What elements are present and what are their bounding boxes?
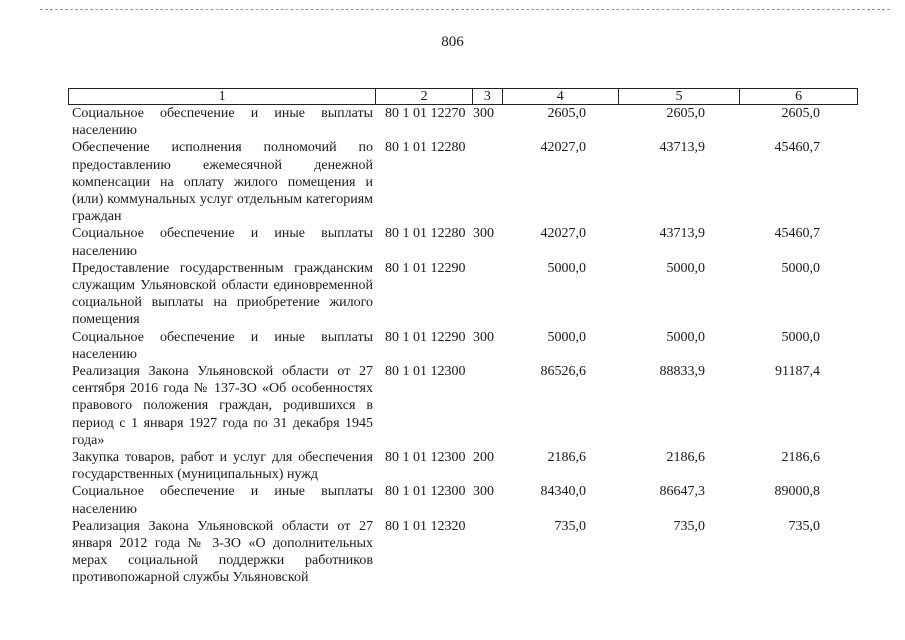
row-value-col5: 43713,9 <box>659 226 705 242</box>
row-target-code: 80 1 01 12290 <box>385 260 466 276</box>
row-expense-type <box>472 518 502 587</box>
scan-top-rule <box>40 9 890 10</box>
row-description: Закупка товаров, работ и услуг для обеспечения государственных (муниципальных) нужд <box>72 450 373 483</box>
column-header-6: 6 <box>739 89 857 104</box>
row-description: Социальное обеспечение и иные выплаты населению <box>72 329 373 362</box>
row-target-code: 80 1 01 12320 <box>385 518 466 534</box>
row-value-col4: 42027,0 <box>540 226 586 242</box>
row-expense-type <box>472 139 502 225</box>
row-value-col4: 2186,6 <box>547 450 586 466</box>
table-row <box>68 518 858 587</box>
row-value-col4: 735,0 <box>554 518 586 534</box>
column-header-2: 2 <box>375 89 472 104</box>
row-expense-type: 300 <box>473 329 494 345</box>
row-description: Предоставление государственным гражданским служащим Ульяновской области единовременной социальной выплаты на приобретение жилого помещения <box>72 260 373 328</box>
row-value-col6: 5000,0 <box>781 260 820 276</box>
column-header-1: 1 <box>218 89 226 104</box>
row-value-col4: 2605,0 <box>547 106 586 121</box>
row-description: Социальное обеспечение и иные выплаты населению <box>72 226 373 259</box>
row-target-code: 80 1 01 12300 <box>385 450 466 466</box>
table-row <box>68 329 858 363</box>
row-target-code: 80 1 01 12290 <box>385 329 466 345</box>
row-value-col6: 89000,8 <box>774 484 820 500</box>
table-body <box>68 105 858 587</box>
row-value-col4: 5000,0 <box>547 329 586 345</box>
row-target-code: 80 1 01 12270 <box>385 106 466 121</box>
row-value-col5: 735,0 <box>673 518 705 534</box>
row-value-col4: 86526,6 <box>540 364 586 380</box>
row-value-col6: 5000,0 <box>781 329 820 345</box>
row-expense-type: 300 <box>473 106 494 121</box>
row-value-col5: 86647,3 <box>659 484 705 500</box>
table-row <box>68 139 858 225</box>
row-value-col5: 5000,0 <box>666 260 705 276</box>
table-row <box>68 483 858 517</box>
row-expense-type <box>472 363 502 449</box>
row-description: Социальное обеспечение и иные выплаты населению <box>72 106 373 139</box>
row-target-code: 80 1 01 12300 <box>385 364 466 380</box>
row-target-code: 80 1 01 12300 <box>385 484 466 500</box>
row-expense-type <box>472 260 502 329</box>
row-expense-type: 300 <box>473 226 494 242</box>
row-value-col6: 2186,6 <box>781 450 820 466</box>
row-description: Социальное обеспечение и иные выплаты населению <box>72 484 373 517</box>
row-value-col6: 2605,0 <box>781 106 820 121</box>
row-description: Реализация Закона Ульяновской области от 27 сентября 2016 года № 137-ЗО «Об особенностях правового положения граждан, родившихся в период с 1 января 1927 года по 31 декабря 1945 года» <box>72 364 373 448</box>
row-value-col6: 45460,7 <box>774 226 820 242</box>
row-value-col5: 5000,0 <box>666 329 705 345</box>
row-value-col6: 45460,7 <box>774 140 820 156</box>
row-value-col4: 5000,0 <box>547 260 586 276</box>
budget-table <box>68 88 858 587</box>
column-header-3: 3 <box>472 89 502 104</box>
row-description: Обеспечение исполнения полномочий по предоставлению ежемесячной денежной компенсации на оплату жилого помещения и (или) коммунальных услуг отдельным категориям граждан <box>72 140 373 225</box>
row-description: Реализация Закона Ульяновской области от 27 января 2012 года № 3-ЗО «О дополнительных мерах социальной поддержки работников противопожарной службы Ульяновской <box>72 518 373 586</box>
column-header-4: 4 <box>502 89 618 104</box>
table-header-row <box>68 88 858 105</box>
row-value-col5: 43713,9 <box>659 140 705 156</box>
row-value-col5: 88833,9 <box>659 364 705 380</box>
column-header-5: 5 <box>618 89 740 104</box>
row-value-col6: 91187,4 <box>775 364 820 380</box>
row-expense-type: 300 <box>473 484 494 500</box>
table-row <box>68 260 858 329</box>
row-value-col5: 2605,0 <box>666 106 705 121</box>
table-row <box>68 225 858 259</box>
row-value-col5: 2186,6 <box>666 450 705 466</box>
row-value-col6: 735,0 <box>788 518 820 534</box>
row-value-col4: 84340,0 <box>540 484 586 500</box>
row-target-code: 80 1 01 12280 <box>385 226 466 242</box>
table-row <box>68 449 858 483</box>
page-number: 806 <box>441 34 464 50</box>
table-row <box>68 105 858 139</box>
row-target-code: 80 1 01 12280 <box>385 140 466 156</box>
row-expense-type: 200 <box>473 450 494 466</box>
row-value-col4: 42027,0 <box>540 140 586 156</box>
table-row <box>68 363 858 449</box>
